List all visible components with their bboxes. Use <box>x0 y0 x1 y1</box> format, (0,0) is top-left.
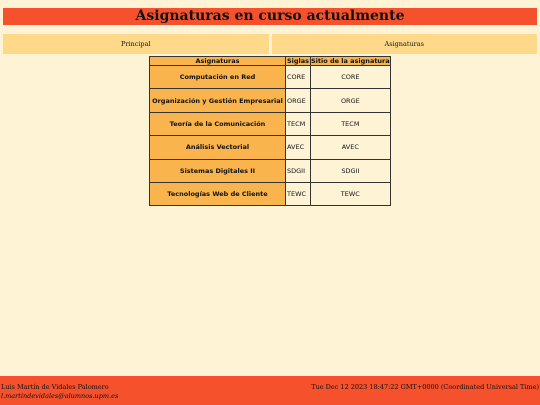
subject-site-link[interactable]: AVEC <box>311 136 391 159</box>
subject-code: TECM <box>286 112 311 135</box>
subject-name: Computación en Red <box>150 66 286 89</box>
subject-code: TEWC <box>286 182 311 205</box>
page-header <box>3 8 537 25</box>
author-name: Luis Martín de Vidales Palomero <box>1 383 109 391</box>
column-header-site: Sitio de la asignatura <box>311 57 390 65</box>
subject-name: Organización y Gestión Empresarial <box>150 89 286 112</box>
nav-link-asignaturas[interactable]: Asignaturas <box>272 34 538 54</box>
subjects-table <box>149 56 391 206</box>
subject-site-link[interactable]: ORGE <box>311 89 391 112</box>
page-title: Asignaturas en curso actualmente <box>135 8 405 24</box>
subject-site-link[interactable]: TEWC <box>311 182 391 205</box>
subject-code: ORGE <box>286 89 311 112</box>
subject-code: AVEC <box>286 136 311 159</box>
current-date: Tue Dec 12 2023 18:47:22 GMT+0000 (Coordinated Universal Time) <box>311 383 539 391</box>
subject-site-link[interactable]: SDGII <box>311 159 391 182</box>
table-row <box>150 66 391 89</box>
page-footer <box>0 376 540 405</box>
subject-name: Tecnologías Web de Cliente <box>150 182 286 205</box>
table-row <box>150 182 391 205</box>
table-row <box>150 136 391 159</box>
subject-name: Análisis Vectorial <box>150 136 286 159</box>
subject-name: Teoría de la Comunicación <box>150 112 286 135</box>
table-row <box>150 159 391 182</box>
nav-bar <box>3 34 537 54</box>
subject-name: Sistemas Digitales II <box>150 159 286 182</box>
table-header-row <box>150 57 391 66</box>
table-row <box>150 89 391 112</box>
subject-code: SDGII <box>286 159 311 182</box>
table-row <box>150 112 391 135</box>
column-header-subjects: Asignaturas <box>150 57 286 66</box>
subject-site-link[interactable]: CORE <box>311 66 391 89</box>
nav-link-principal[interactable]: Principal <box>3 34 269 54</box>
subject-site-link[interactable]: TECM <box>311 112 391 135</box>
subject-code: CORE <box>286 66 311 89</box>
author-info <box>1 383 118 401</box>
author-email: l.martindevidales@alumnos.upm.es <box>1 392 119 400</box>
column-header-code: Siglas <box>286 57 310 65</box>
